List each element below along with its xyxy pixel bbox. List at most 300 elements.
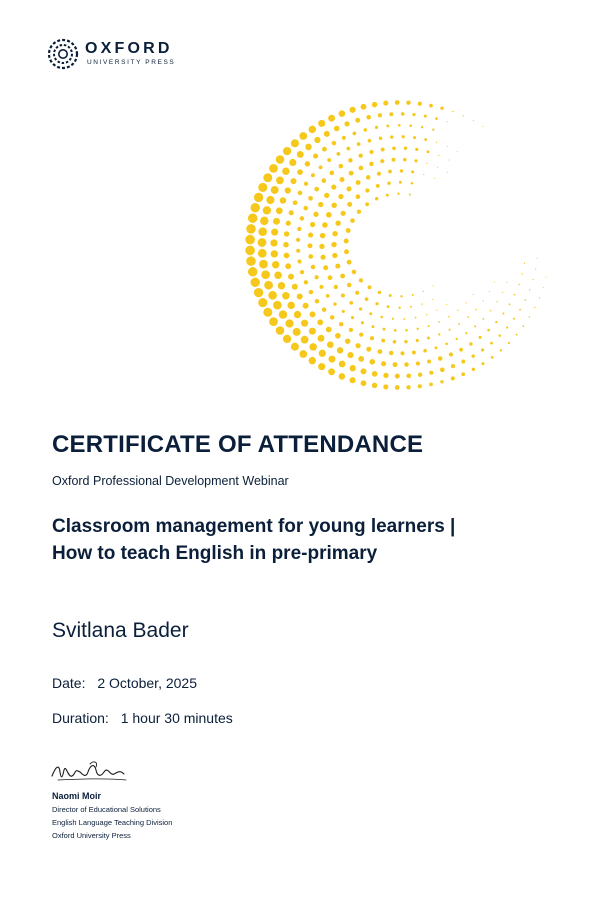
ring-dot [324, 131, 330, 137]
ring-dot [334, 285, 338, 289]
ring-dot [358, 356, 364, 362]
ring-dot [514, 294, 516, 296]
ring-dot [355, 343, 360, 348]
ring-dot [304, 182, 308, 186]
signatory-name: Naomi Moir [52, 791, 102, 801]
ring-dot [378, 349, 383, 354]
ring-dot [270, 239, 277, 246]
ring-dot [491, 356, 494, 359]
ring-dot [378, 113, 382, 117]
ring-dot [319, 350, 326, 357]
logo-subline: UNIVERSITY PRESS [87, 59, 176, 66]
ring-dot [289, 159, 296, 166]
ring-dot [446, 304, 447, 305]
ring-dot [320, 233, 326, 239]
ring-dot [400, 351, 404, 355]
course-title [52, 513, 572, 567]
ring-dot [315, 299, 320, 304]
ring-dot [271, 229, 278, 236]
ring-dot [364, 128, 368, 132]
ring-dot [291, 343, 299, 351]
ring-dot [513, 318, 515, 320]
ring-dot [432, 285, 433, 286]
ring-dot [254, 288, 263, 297]
ring-dot [529, 316, 531, 318]
ring-dot [310, 222, 315, 227]
ring-dot [332, 141, 336, 145]
ring-dot [386, 124, 389, 127]
ring-dot [335, 264, 340, 269]
ring-dot [473, 120, 474, 121]
ring-dot [329, 356, 336, 363]
ring-dot [409, 124, 412, 127]
ring-dot [378, 291, 381, 294]
ring-dot [473, 294, 474, 295]
ring-dot [260, 217, 268, 225]
ring-dot [375, 302, 378, 305]
ring-dot [406, 100, 410, 104]
ring-dot [258, 249, 267, 258]
ring-dot [421, 126, 423, 128]
duration-row [52, 710, 233, 726]
ring-dot [297, 293, 303, 299]
ring-dot [283, 242, 289, 248]
ring-dot [479, 336, 482, 339]
ring-dot [483, 318, 485, 320]
ring-dot [359, 307, 362, 310]
ring-dot [298, 191, 303, 196]
ring-dot [300, 216, 304, 220]
ring-dot [357, 210, 361, 214]
ring-dot [337, 347, 343, 353]
ring-dot [424, 115, 427, 118]
ring-dot [339, 177, 344, 182]
ring-dot [299, 132, 307, 140]
ring-dot [482, 126, 483, 127]
ring-dot [369, 312, 372, 315]
ring-dot [432, 128, 434, 130]
ring-dot [349, 328, 353, 332]
ring-dot [474, 325, 476, 327]
ring-dot [427, 150, 430, 153]
ring-dot [411, 182, 414, 185]
ring-dot [297, 259, 301, 263]
ring-dot [308, 196, 313, 201]
ring-dot [347, 352, 353, 358]
ring-dot [532, 279, 533, 280]
ring-dot [434, 178, 435, 179]
signatory-role-line-3: Oxford University Press [52, 831, 131, 840]
ring-dot [294, 311, 301, 318]
ring-dot [254, 193, 263, 202]
ring-dot [310, 311, 316, 317]
ring-dot [259, 260, 268, 269]
ring-dot [380, 316, 383, 319]
ring-dot [355, 118, 360, 123]
ring-dot [273, 301, 282, 310]
ring-dot [293, 328, 301, 336]
ring-dot [372, 371, 378, 377]
ring-dot [350, 377, 356, 383]
ring-dot [335, 221, 340, 226]
ring-dot [314, 187, 319, 192]
ring-dot [318, 363, 325, 370]
ring-dot [286, 221, 291, 226]
ring-dot [389, 294, 392, 297]
ring-dot [339, 110, 346, 117]
ring-dot [500, 349, 502, 351]
ring-dot [352, 270, 357, 275]
ring-dot [472, 368, 475, 371]
ring-dot [318, 335, 325, 342]
ring-dot [447, 121, 448, 122]
ring-dot [285, 187, 291, 193]
ring-dot [522, 325, 524, 327]
ring-dot [264, 281, 273, 290]
ring-dot [435, 346, 438, 349]
ring-dot [508, 342, 510, 344]
ring-dot [258, 183, 267, 192]
ring-dot [344, 239, 349, 244]
ring-dot [387, 305, 390, 308]
ring-dot [341, 293, 345, 297]
ring-dot [276, 207, 283, 214]
ring-dot [502, 312, 504, 314]
ring-dot [481, 362, 484, 365]
ring-dot [398, 124, 401, 127]
ring-dot [346, 228, 351, 233]
ring-dot [313, 212, 318, 217]
ring-dot [440, 367, 445, 372]
ring-dot [381, 361, 386, 366]
ring-dot [489, 291, 490, 292]
ring-dot [285, 263, 291, 269]
ring-dot [308, 233, 313, 238]
ring-dot [332, 253, 337, 258]
ring-dot [422, 303, 423, 304]
ring-dot [406, 385, 410, 389]
duration-value: 1 hour 30 minutes [120, 710, 233, 726]
ring-dot [537, 258, 538, 259]
ring-dot [418, 102, 422, 106]
ring-dot [311, 173, 315, 177]
ring-dot [269, 317, 278, 326]
ring-dot [283, 147, 291, 155]
ring-dot [440, 106, 443, 109]
ring-dot [461, 372, 465, 376]
ring-dot [414, 159, 417, 162]
signatory-block [52, 790, 172, 842]
ring-dot [326, 294, 330, 298]
ring-dot [452, 111, 453, 112]
date-row [52, 675, 197, 691]
ring-dot [263, 206, 271, 214]
ring-dot [428, 325, 430, 327]
ring-dot [416, 339, 419, 342]
ring-dot [437, 167, 438, 168]
ring-dot [328, 115, 335, 122]
ring-dot [471, 354, 475, 358]
handwritten-signature [50, 758, 130, 788]
ring-dot [250, 203, 259, 212]
ring-dot [258, 238, 267, 247]
ring-dot [383, 373, 388, 378]
ring-dot [340, 211, 345, 216]
ring-dot [395, 374, 400, 379]
ring-dot [301, 336, 309, 344]
ring-dot [355, 291, 359, 295]
ring-dot [427, 360, 431, 364]
ring-dot [266, 196, 274, 204]
ring-dot [274, 272, 282, 280]
attendee-name: Svitlana Bader [52, 619, 189, 642]
ring-dot [375, 126, 378, 129]
ring-dot [379, 137, 382, 140]
ring-dot [445, 342, 448, 345]
ring-dot [383, 384, 388, 389]
ring-dot [398, 307, 400, 309]
ring-dot [314, 275, 318, 279]
ring-dot [350, 218, 355, 223]
ring-dot [361, 321, 364, 324]
ring-dot [376, 184, 380, 188]
course-title-line-1: Classroom management for young learners | [52, 516, 456, 537]
ring-dot [293, 200, 298, 205]
ring-dot [278, 282, 286, 290]
ring-dot [383, 101, 388, 106]
ring-dot [333, 302, 336, 305]
ring-dot [404, 362, 409, 367]
ring-dot [546, 277, 547, 278]
ring-dot [365, 297, 369, 301]
ring-dot [309, 126, 316, 133]
ring-dot [447, 172, 448, 173]
signatory-role-line-1: Director of Educational Solutions [52, 805, 161, 814]
ring-dot [522, 273, 523, 274]
ring-dot [380, 159, 384, 163]
ring-dot [339, 361, 346, 368]
ring-dot [304, 280, 308, 284]
ring-dot [272, 261, 279, 268]
ring-dot [387, 181, 390, 184]
ring-dot [246, 256, 256, 266]
logo-wordmark: OXFORD [85, 40, 173, 57]
ring-dot [311, 265, 316, 270]
ring-dot [406, 373, 411, 378]
ring-dot [368, 139, 372, 143]
ring-dot [529, 289, 530, 290]
ring-dot [502, 292, 503, 293]
ring-dot [331, 203, 336, 208]
ring-dot [336, 152, 340, 156]
ring-dot [296, 238, 300, 242]
ring-dot [534, 307, 535, 308]
ring-dot [506, 282, 507, 283]
ring-dot [426, 314, 427, 315]
ring-dot [317, 319, 323, 325]
ring-dot [459, 348, 463, 352]
ring-dot [411, 170, 414, 173]
ring-dot [328, 368, 335, 375]
ring-dot [308, 243, 313, 248]
ring-dot [339, 164, 344, 169]
ring-dot [250, 278, 259, 287]
ring-dot [324, 193, 329, 198]
ring-dot [429, 104, 433, 108]
ring-dot [318, 202, 323, 207]
ring-dot [248, 267, 258, 277]
ring-dot [399, 181, 402, 184]
ring-dot [320, 285, 324, 289]
ring-dot [487, 329, 490, 332]
ring-dot [370, 359, 376, 365]
ring-dot [413, 136, 416, 139]
ring-dot [348, 158, 352, 162]
ring-dot [392, 158, 396, 162]
ring-dot [263, 308, 272, 317]
ring-dot [381, 148, 385, 152]
ring-dot [412, 294, 414, 296]
ring-dot [397, 192, 399, 194]
ring-dot [438, 155, 439, 156]
ring-dot [516, 334, 518, 336]
ring-dot [291, 178, 297, 184]
ring-dot [415, 148, 418, 151]
ring-dot [297, 227, 301, 231]
ring-dot [457, 151, 458, 152]
ring-dot [303, 303, 309, 309]
decorative-dot-ring [210, 70, 580, 415]
ring-dot [423, 349, 427, 353]
ring-dot [292, 284, 298, 290]
ring-dot [393, 340, 397, 344]
ring-dot [518, 284, 520, 286]
ring-dot [436, 310, 437, 311]
ring-dot [467, 316, 469, 318]
ring-dot [401, 112, 405, 116]
ring-dot [483, 300, 484, 301]
ring-dot [429, 371, 433, 375]
ring-dot [375, 197, 378, 200]
ring-dot [282, 167, 289, 174]
certificate-subtitle: Oxford Professional Development Webinar [52, 474, 289, 488]
ring-dot [276, 326, 285, 335]
ring-dot [496, 301, 497, 302]
ring-dot [339, 322, 343, 326]
ring-dot [280, 197, 287, 204]
ring-dot [383, 328, 386, 331]
ring-dot [309, 357, 316, 364]
date-value: 2 October, 2025 [97, 675, 197, 691]
ring-dot [449, 329, 451, 331]
ring-dot [301, 320, 308, 327]
ring-dot [440, 380, 443, 383]
ring-dot [346, 186, 351, 191]
ring-dot [418, 384, 422, 388]
ring-dot [449, 160, 450, 161]
ring-dot [245, 246, 255, 256]
ring-dot [248, 213, 258, 223]
ring-dot [415, 317, 417, 319]
ring-dot [405, 329, 408, 332]
ring-dot [319, 165, 323, 169]
ring-dot [347, 283, 352, 288]
ring-dot [451, 364, 455, 368]
ring-dot [276, 177, 284, 185]
ring-dot [329, 171, 334, 176]
ring-dot [509, 303, 511, 305]
ring-dot [424, 138, 427, 141]
ring-dot [390, 135, 393, 138]
ring-dot [494, 281, 495, 282]
ring-dot [328, 275, 333, 280]
ring-dot [283, 335, 291, 343]
ring-dot [309, 343, 317, 351]
ring-dot [332, 231, 337, 236]
ring-dot [435, 117, 438, 120]
ring-dot [296, 249, 300, 253]
ring-dot [361, 104, 367, 110]
ring-dot [498, 334, 501, 337]
ring-dot [271, 250, 278, 257]
signatory-role-line-2: English Language Teaching Division [52, 818, 173, 827]
ring-dot [279, 310, 287, 318]
ring-dot [372, 102, 377, 107]
ring-dot [388, 170, 392, 174]
ring-dot [451, 376, 455, 380]
ring-dot [402, 135, 405, 138]
ring-dot [481, 348, 484, 351]
ring-dot [344, 249, 349, 254]
ring-dot [351, 316, 354, 319]
ring-dot [365, 188, 369, 192]
ring-dot [400, 295, 402, 297]
ring-dot [392, 146, 396, 150]
ring-dot [327, 158, 331, 162]
ring-dot [372, 325, 375, 328]
ring-dot [284, 231, 289, 236]
ring-dot [403, 158, 407, 162]
ring-dot [340, 274, 345, 279]
ring-dot [299, 350, 307, 358]
ring-dot [331, 242, 336, 247]
ring-dot [322, 307, 327, 312]
ring-dot [330, 315, 335, 320]
ring-dot [305, 161, 310, 166]
ring-dot [273, 218, 280, 225]
ring-dot [436, 142, 437, 143]
ring-dot [395, 100, 400, 105]
ring-dot [344, 121, 349, 126]
ring-dot [490, 310, 492, 312]
ring-dot [297, 169, 303, 175]
ring-dot [346, 147, 350, 151]
ring-dot [339, 373, 346, 380]
ring-dot [289, 210, 294, 215]
ring-dot [465, 332, 467, 334]
ring-dot [404, 146, 407, 149]
ring-dot [519, 309, 521, 311]
ring-dot [370, 336, 374, 340]
ring-dot [432, 299, 433, 300]
ring-dot [524, 263, 525, 264]
ring-dot [361, 380, 367, 386]
ring-dot [525, 299, 527, 301]
ring-dot [360, 368, 366, 374]
certificate-title: CERTIFICATE OF ATTENDANCE [52, 431, 424, 458]
date-label: Date: [52, 675, 86, 691]
ring-dot [334, 126, 340, 132]
